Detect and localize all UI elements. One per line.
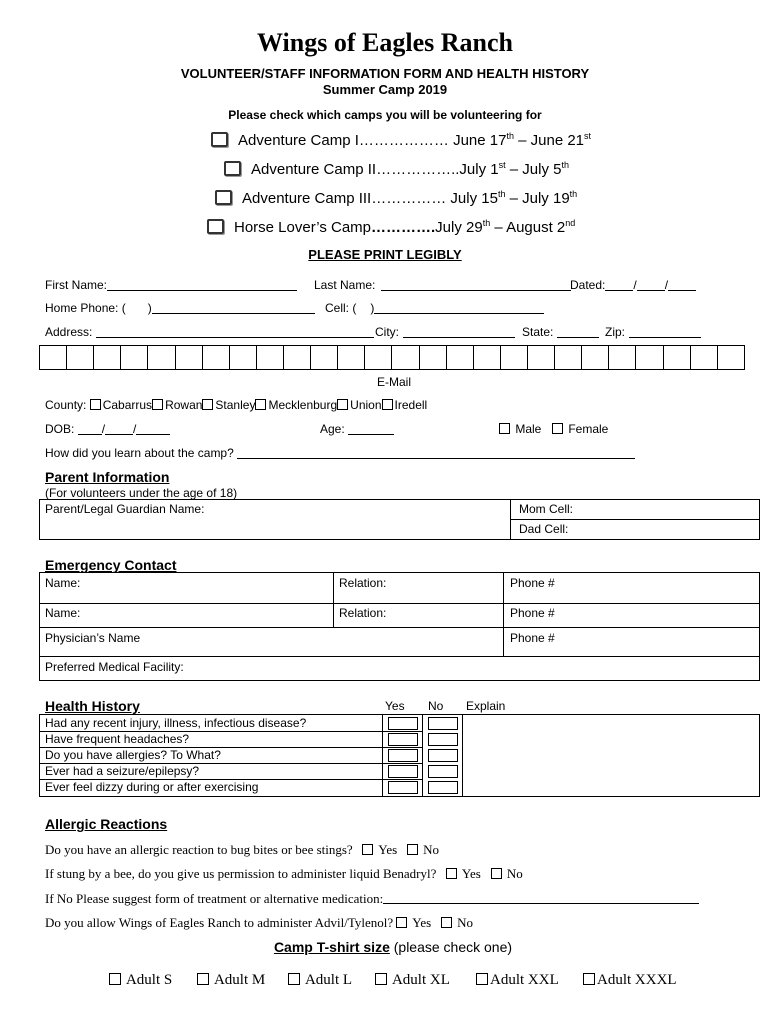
checkbox-icon [382,399,393,410]
medical-facility-field[interactable]: Preferred Medical Facility: [45,660,184,674]
checkbox-icon[interactable] [224,161,241,176]
no-column-label: No [428,699,444,713]
allergy-q4-yes[interactable]: Yes [396,915,431,930]
gender-male[interactable]: Male [499,422,541,436]
no-checkbox[interactable] [428,749,458,762]
tshirt-heading: Camp T-shirt size (please check one) [273,939,513,955]
checkbox-icon [441,917,452,928]
checkbox-icon [202,399,213,410]
tshirt-size-m[interactable]: Adult M [197,972,265,989]
state-field[interactable]: State: [522,325,599,339]
allergy-question-4: Do you allow Wings of Eagles Ranch to administer Advil/Tylenol? Yes No [45,915,474,930]
tshirt-size-xxxl[interactable]: Adult XXXL [583,972,677,989]
emergency-name-2[interactable]: Name: [45,606,81,620]
physician-phone-field[interactable]: Phone # [510,631,555,645]
checkbox-icon [491,868,502,879]
emergency-table [39,572,760,681]
parent-table [39,499,760,540]
checkbox-icon [407,844,418,855]
health-question-5: Ever feel dizzy during or after exercising [45,780,259,794]
health-question-2: Have frequent headaches? [45,732,190,746]
zip-field[interactable]: Zip: [605,325,701,339]
camp-option-4[interactable]: Horse Lover’s Camp………….July 29th – August 2nd [207,218,575,236]
health-table [39,714,760,797]
camp-option-2[interactable]: Adventure Camp II……………..July 1st – July 5th [224,160,569,178]
county-option[interactable]: Rowan [152,398,202,412]
checkbox-icon [396,917,407,928]
health-question-1: Had any recent injury, illness, infectious disease? [45,716,307,730]
county-option[interactable]: Cabarrus [90,398,152,412]
camp-option-1[interactable]: Adventure Camp I……………… June 17th – June 21st [211,131,591,149]
yes-column-label: Yes [385,699,405,713]
checkbox-icon [362,844,373,855]
checkbox-icon [446,868,457,879]
dad-cell-field[interactable]: Dad Cell: [519,522,569,536]
checkbox-icon [288,973,300,985]
physician-name-field[interactable]: Physician’s Name [45,631,141,645]
last-name-field[interactable]: Last Name: [314,278,571,292]
emergency-phone-2[interactable]: Phone # [510,606,555,620]
county-option[interactable]: Stanley [202,398,255,412]
cell-phone-field[interactable]: Cell: ( ) [325,301,544,315]
checkbox-icon [583,973,595,985]
address-field[interactable]: Address: [45,325,374,339]
allergy-q1-no[interactable]: No [407,842,439,857]
tshirt-size-xl[interactable]: Adult XL [375,972,450,989]
county-option[interactable]: Union [337,398,381,412]
form-subtitle: VOLUNTEER/STAFF INFORMATION FORM AND HEALTH HISTORY [180,66,590,81]
emergency-phone-1[interactable]: Phone # [510,576,555,590]
allergy-q1-yes[interactable]: Yes [362,842,397,857]
health-question-4: Ever had a seizure/epilepsy? [45,764,200,778]
county-selector: County: Cabarrus Rowan Stanley Mecklenburg Union Iredell [45,398,428,412]
health-question-3: Do you have allergies? To What? [45,748,221,762]
checkbox-icon [337,399,348,410]
allergy-question-1: Do you have an allergic reaction to bug bites or bee stings? Yes No [45,842,440,857]
parent-note: (For volunteers under the age of 18) [45,486,238,500]
checkbox-icon [255,399,266,410]
yes-checkbox[interactable] [388,781,418,794]
checkbox-icon[interactable] [211,132,228,147]
yes-checkbox[interactable] [388,765,418,778]
no-checkbox[interactable] [428,717,458,730]
gender-female[interactable]: Female [552,422,608,436]
checkbox-icon [476,973,488,985]
allergy-q2-no[interactable]: No [491,866,523,881]
no-checkbox[interactable] [428,765,458,778]
mom-cell-field[interactable]: Mom Cell: [519,502,574,516]
explain-column-label: Explain [466,699,506,713]
allergy-q2-yes[interactable]: Yes [446,866,481,881]
how-heard-field[interactable]: How did you learn about the camp? [45,446,635,460]
dated-field[interactable]: Dated: / / [570,278,696,292]
dob-field[interactable]: DOB: / / [45,422,170,436]
tshirt-size-s[interactable]: Adult S [109,972,172,989]
checkbox-icon [499,423,510,434]
allergy-q4-no[interactable]: No [441,915,473,930]
first-name-field[interactable]: First Name: [45,278,297,292]
emergency-name-1[interactable]: Name: [45,576,81,590]
allergic-heading: Allergic Reactions [45,816,168,832]
form-title: Wings of Eagles Ranch [257,28,513,57]
city-field[interactable]: City: [375,325,515,339]
camp-option-3[interactable]: Adventure Camp III…………… July 15th – July 19th [215,189,577,207]
allergy-question-2: If stung by a bee, do you give us permission to administer liquid Benadryl? Yes No [45,866,523,881]
tshirt-size-xxl[interactable]: Adult XXL [476,972,559,989]
county-option[interactable]: Mecklenburg [255,398,337,412]
checkbox-icon [197,973,209,985]
yes-checkbox[interactable] [388,717,418,730]
checkbox-icon [152,399,163,410]
camp-year: Summer Camp 2019 [322,82,448,97]
yes-checkbox[interactable] [388,733,418,746]
alt-treatment-field[interactable]: If No Please suggest form of treatment or alternative medication: [45,891,699,907]
tshirt-size-l[interactable]: Adult L [288,972,352,989]
checkbox-icon [90,399,101,410]
checkbox-icon[interactable] [215,190,232,205]
health-heading: Health History [45,698,140,714]
no-checkbox[interactable] [428,733,458,746]
checkbox-icon[interactable] [207,219,224,234]
county-option[interactable]: Iredell [382,398,428,412]
guardian-name-field[interactable]: Parent/Legal Guardian Name: [45,502,205,516]
emergency-relation-1[interactable]: Relation: [339,576,387,590]
email-label: E-Mail [376,375,411,389]
emergency-relation-2[interactable]: Relation: [339,606,387,620]
no-checkbox[interactable] [428,781,458,794]
emergency-heading: Emergency Contact [45,557,177,573]
checkbox-icon [109,973,121,985]
parent-heading: Parent Information [45,469,170,485]
age-field[interactable]: Age: [320,422,394,436]
checkbox-icon [552,423,563,434]
checkbox-icon [375,973,387,985]
email-input-grid[interactable] [39,345,745,370]
camp-instruction: Please check which camps you will be volunteering for [228,108,542,122]
yes-checkbox[interactable] [388,749,418,762]
home-phone-field[interactable]: Home Phone: ( ) [45,301,315,315]
print-legibly-note: PLEASE PRINT LEGIBLY [308,247,462,262]
